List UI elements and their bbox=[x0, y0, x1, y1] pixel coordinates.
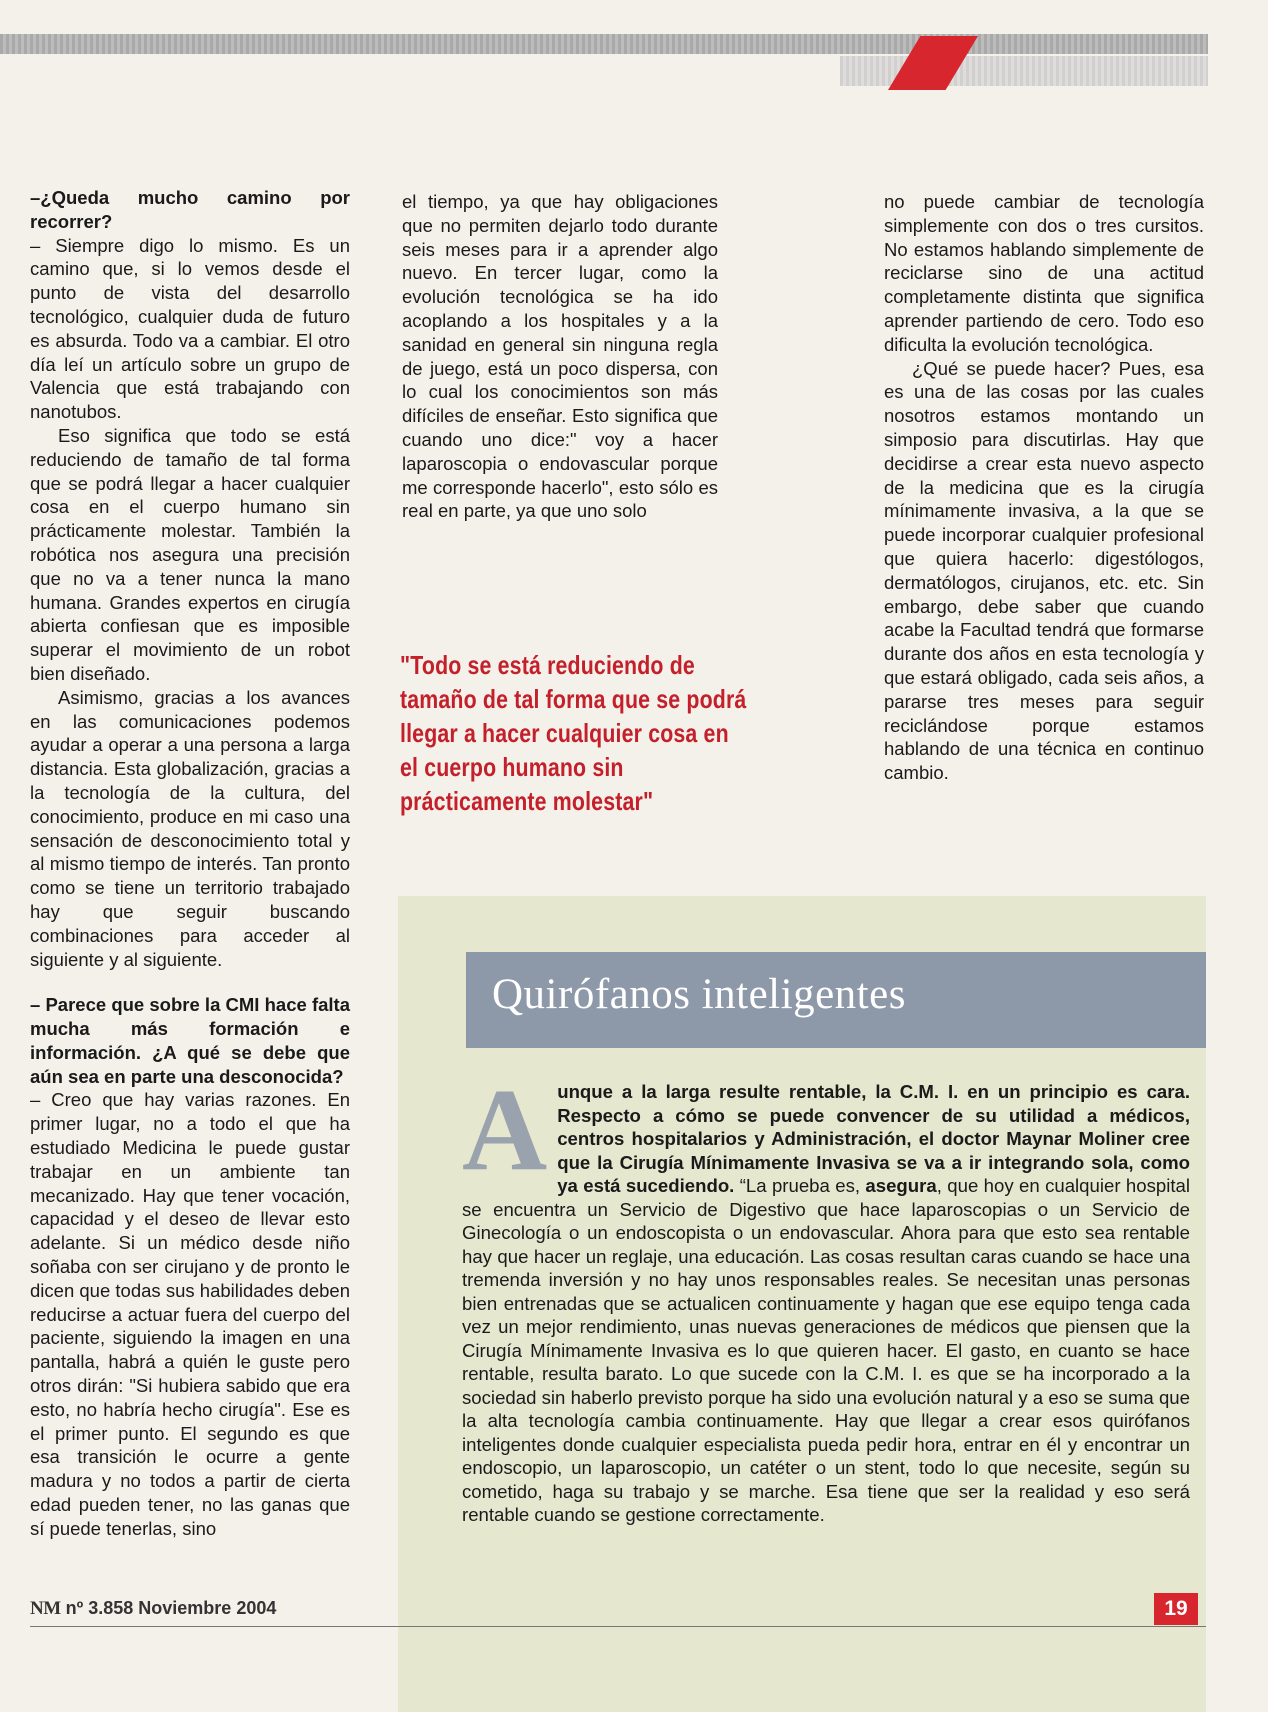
magazine-logo: NM bbox=[30, 1598, 61, 1619]
interview-question-2: – Parece que sobre la CMI hace falta mucha más formación e información. ¿A qué se debe que aún sea en parte una desconocida? bbox=[30, 994, 350, 1087]
sidebar-text-body: , que hoy en cualquier hospital se encuentra un Servicio de Digestivo que hace laparoscopias o un Servicio de Ginecología o un endoscopista o un endovascular. Ahora para que esto sea rentable hay que hacer un reglaje, una educación. Las cosas resultan caras cuando se hace una tremenda inversión y no hay unos responsables reales. Se necesitan unas personas bien entrenadas que se actualicen continuamente y hagan que ese equipo tenga cada vez un mejor rendimiento, unas nuevas generaciones de médicos que piensen que la Cirugía Mínimamente Invasiva es lo que quieren hacer. El gasto, en cuanto se hace rentable, resulta barato. Lo que sucede con la C.M. I. es que se ha incorporado a la sociedad sin haberlo previsto porque ha sido una evolución natural y a eso se suma que la alta tecnología cambia continuamente. Hay que llegar a crear esos quirófanos inteligentes donde cualquier especialista pueda pedir hora, entrar en él y encontrar un endoscopio, un laparoscopio, un catéter o un stent, todo lo que necesite, según su cometido, haga su trabajo y se marche. Esa tiene que ser la realidad y eso será rentable cuando se gestione correctamente. bbox=[462, 1175, 1190, 1525]
interview-question-1: –¿Queda mucho camino por recorrer? bbox=[30, 187, 350, 232]
sidebar-box bbox=[398, 896, 1206, 1712]
article-column-3 bbox=[884, 190, 1204, 785]
sidebar-emphasis: asegura bbox=[865, 1175, 937, 1196]
sidebar-title: Quirófanos inteligentes bbox=[492, 971, 906, 1018]
article-column-2 bbox=[402, 190, 718, 523]
pull-quote: "Todo se está reduciendo de tamaño de tal forma que se podrá llegar a hacer cualquier cosa en el cuerpo humano sin prácticamente molestar" bbox=[400, 650, 747, 816]
interview-answer-1: – Siempre digo lo mismo. Es un camino que, si lo vemos desde el punto de vista del desarrollo tecnológico, cualquier duda de futuro es absurda. Todo va a cambiar. El otro día leí un artículo sobre un grupo de Valencia que está trabajando con nanotubos. bbox=[30, 234, 350, 423]
drop-cap: A bbox=[462, 1064, 548, 1195]
sidebar-title-bar bbox=[466, 952, 1206, 1048]
issue-number: nº 3.858 Noviembre 2004 bbox=[65, 1598, 277, 1618]
interview-answer-2: – Creo que hay varias razones. En primer lugar, no a todo el que ha estudiado Medicina le puede gustar trabajar en un ambiente tan mecanizado. Hay que tener vocación, capacidad y el deseo de llevar esto adelante. Si un médico desde niño soñaba con ser cirujano y de pronto le dicen que todas sus habilidades deben reducirse a actuar fuera del cuerpo del paciente, siguiendo la imagen en una pantalla, habrá a quién le guste pero otros dirán: "Si hubiera sabido que era esto, no habría hecho cirugía". Ese es el primer punto. El segundo es que esa transición le ocurre a gente madura y no todos a partir de cierta edad pueden tener, no las ganas que sí puede tenerlas, sino bbox=[30, 1089, 350, 1539]
footer-issue-info bbox=[30, 1598, 276, 1620]
page-number: 19 bbox=[1154, 1593, 1198, 1625]
paragraph: el tiempo, ya que hay obligaciones que no permiten dejarlo todo durante seis meses para ir a aprender algo nuevo. En tercer lugar, como la evolución tecnológica se ha ido acoplando a los hospitales y a la sanidad en general sin ninguna regla de juego, está un poco dispersa, con lo cual los conocimientos son más difíciles de enseñar. Esto significa que cuando uno dice:" voy a hacer laparoscopia o endovascular porque me corresponde hacerlo", esto sólo es real en parte, ya que uno solo bbox=[402, 191, 718, 522]
paragraph: no puede cambiar de tecnología simplemente con dos o tres cursitos. No estamos hablando simplemente de reciclarse sino de una actitud completamente distinta que significa aprender partiendo de cero. Todo eso dificulta la evolución tecnológica. bbox=[884, 191, 1204, 355]
paragraph: Asimismo, gracias a los avances en las comunicaciones podemos ayudar a operar a una persona a larga distancia. Esta globalización, gracias a la tecnología de la cultura, del conocimiento, produce en mi caso una sensación de desconocimiento total y al mismo tiempo de interés. Tan pronto como se tiene un territorio trabajado hay que seguir buscando combinaciones para acceder al siguiente y al siguiente. bbox=[30, 686, 350, 970]
paragraph: ¿Qué se puede hacer? Pues, esa es una de las cosas por las cuales nosotros estamos montando un simposio para discutirlas. Hay que decidirse a crear esta nuevo aspecto de la medicina que es la cirugía mínimamente invasiva, a la que se puede incorporar cualquier profesional que quiera hacerlo: digestólogos, dermatólogos, cirujanos, etc. etc. Sin embargo, debe saber que cuando acabe la Facultad tendrá que formarse durante dos años en esta tecnología y que estará obligado, cada seis años, a pararse tres meses para seguir reciclándose porque estamos hablando de una técnica en continuo cambio. bbox=[884, 357, 1204, 784]
paragraph: Eso significa que todo se está reduciendo de tamaño de tal forma que se podrá llegar a hacer cualquier cosa en el cuerpo humano sin prácticamente molestar. También la robótica nos asegura una precisión que no va a tener nunca la mano humana. Grandes expertos en cirugía abierta confiesan que es imposible superar el movimiento de un robot bien diseñado. bbox=[30, 424, 350, 684]
header-stripe bbox=[0, 34, 1208, 54]
article-column-1 bbox=[30, 186, 350, 1541]
sidebar-body bbox=[462, 1064, 1190, 1527]
sidebar-text: “La prueba es, bbox=[734, 1175, 866, 1196]
sidebar-lead: unque a la larga resulte rentable, la C.M. I. en un principio es cara. Respecto a cómo se puede convencer de su utilidad a médicos, centros hospitalarios y Administración, el doctor Maynar Moliner cree que la Cirugía Mínimamente Invasiva se va a ir integrando sola, como ya está sucediendo. bbox=[557, 1081, 1190, 1196]
footer-rule bbox=[30, 1626, 1206, 1627]
